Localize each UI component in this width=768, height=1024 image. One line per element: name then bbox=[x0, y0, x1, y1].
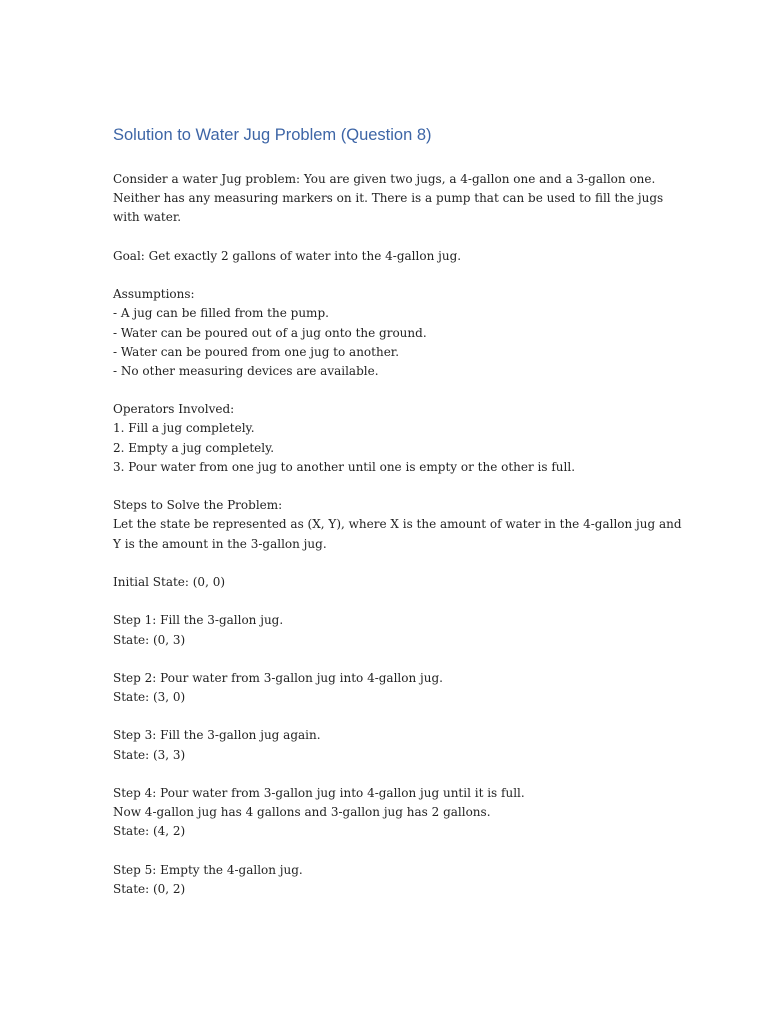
step-text: Step 1: Fill the 3-gallon jug. bbox=[113, 613, 284, 628]
state-text: State: (0, 2) bbox=[113, 881, 186, 896]
text-line: Y is the amount in the 3-gallon jug. bbox=[113, 536, 327, 551]
assumptions-section bbox=[113, 285, 673, 381]
text-line: with water. bbox=[113, 210, 182, 225]
step-block bbox=[113, 726, 673, 764]
step-block bbox=[113, 611, 673, 649]
text-line: Neither has any measuring markers on it. There is a pump that can be used to fill the jugs bbox=[113, 191, 664, 206]
list-item: - No other measuring devices are available. bbox=[113, 363, 379, 378]
initial-state-text: Initial State: (0, 0) bbox=[113, 574, 226, 589]
initial-state bbox=[113, 573, 673, 592]
step-block bbox=[113, 861, 673, 899]
step-block bbox=[113, 669, 673, 707]
assumptions-heading: Assumptions: bbox=[113, 287, 195, 302]
step-text: Step 4: Pour water from 3-gallon jug into 4-gallon jug until it is full. bbox=[113, 786, 525, 800]
steps-intro-section bbox=[113, 496, 682, 554]
state-text: State: (0, 3) bbox=[113, 632, 186, 647]
page-title: Solution to Water Jug Problem (Question 8) bbox=[113, 126, 432, 144]
state-text: State: (4, 2) bbox=[113, 824, 186, 839]
list-item: 2. Empty a jug completely. bbox=[113, 440, 275, 455]
operators-heading: Operators Involved: bbox=[113, 402, 235, 417]
text-line: Consider a water Jug problem: You are given two jugs, a 4-gallon one and a 3-gallon one. bbox=[113, 172, 656, 186]
goal-paragraph bbox=[113, 247, 673, 266]
goal-text: Goal: Get exactly 2 gallons of water into the 4-gallon jug. bbox=[113, 248, 462, 263]
intro-paragraph bbox=[113, 170, 673, 228]
step-block bbox=[113, 784, 673, 842]
state-text: State: (3, 0) bbox=[113, 690, 186, 705]
list-item: - Water can be poured from one jug to another. bbox=[113, 344, 400, 359]
step-detail-text: Now 4-gallon jug has 4 gallons and 3-gallon jug has 2 gallons. bbox=[113, 805, 491, 820]
list-item: - Water can be poured out of a jug onto the ground. bbox=[113, 325, 427, 340]
document-body bbox=[113, 170, 682, 899]
step-text: Step 5: Empty the 4-gallon jug. bbox=[113, 862, 303, 877]
text-line: Let the state be represented as (X, Y), where X is the amount of water in the 4-gallon jug and bbox=[113, 517, 682, 532]
list-item: 3. Pour water from one jug to another until one is empty or the other is full. bbox=[113, 459, 576, 474]
list-item: 1. Fill a jug completely. bbox=[113, 421, 255, 436]
steps-heading: Steps to Solve the Problem: bbox=[113, 498, 283, 513]
operators-section bbox=[113, 400, 673, 477]
step-text: Step 2: Pour water from 3-gallon jug into 4-gallon jug. bbox=[113, 670, 443, 685]
list-item: - A jug can be filled from the pump. bbox=[113, 306, 329, 321]
step-text: Step 3: Fill the 3-gallon jug again. bbox=[113, 728, 321, 743]
state-text: State: (3, 3) bbox=[113, 747, 186, 762]
